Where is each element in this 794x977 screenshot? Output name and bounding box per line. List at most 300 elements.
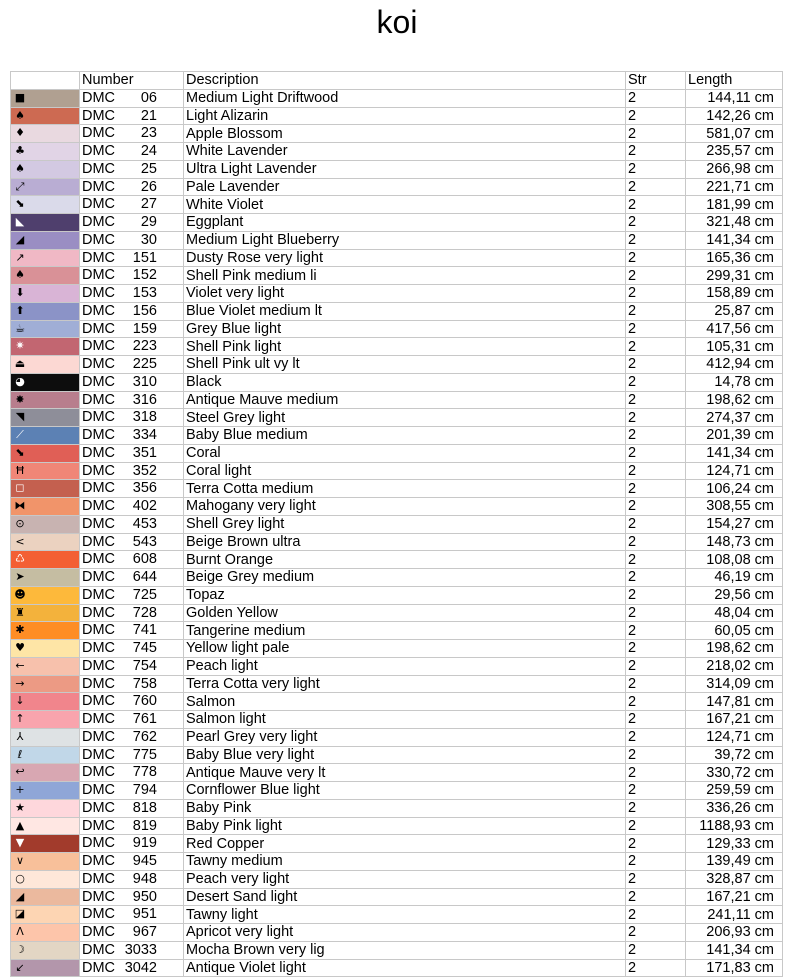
symbol-cell bbox=[11, 746, 80, 764]
table-row bbox=[11, 888, 783, 906]
symbol-cell bbox=[11, 551, 80, 569]
description-cell: Steel Grey light bbox=[184, 409, 626, 427]
description-cell: Grey Blue light bbox=[184, 320, 626, 338]
symbol-cell bbox=[11, 498, 80, 516]
thread-code: 334 bbox=[132, 427, 157, 443]
thread-brand: DMC bbox=[82, 657, 116, 674]
thread-code: 06 bbox=[140, 89, 157, 106]
symbol-cell bbox=[11, 693, 80, 711]
color-swatch bbox=[11, 427, 79, 444]
strands-cell: 2 bbox=[626, 427, 686, 445]
recycle-icon: ♺ bbox=[15, 552, 25, 566]
color-swatch bbox=[11, 125, 79, 142]
number-cell bbox=[80, 462, 184, 480]
color-swatch bbox=[11, 267, 79, 284]
number-cell bbox=[80, 444, 184, 462]
thread-brand: DMC bbox=[82, 782, 116, 798]
number-cell bbox=[80, 302, 184, 320]
thread-brand: DMC bbox=[82, 711, 116, 727]
arrows-icon: ⤢ bbox=[15, 179, 25, 193]
description-cell: Baby Pink bbox=[184, 799, 626, 817]
thread-code: 153 bbox=[132, 285, 157, 301]
symbol-cell bbox=[11, 870, 80, 888]
symbol-cell bbox=[11, 143, 80, 161]
length-cell: 336,26 cm bbox=[686, 799, 783, 817]
symbol-cell bbox=[11, 604, 80, 622]
dome-icon: ⏏ bbox=[14, 357, 26, 370]
strands-cell: 2 bbox=[626, 657, 686, 675]
table-row bbox=[11, 764, 783, 782]
number-cell bbox=[80, 640, 184, 658]
thread-brand: DMC bbox=[82, 835, 116, 852]
number-cell bbox=[80, 941, 184, 959]
thread-code: 26 bbox=[140, 178, 157, 195]
color-swatch bbox=[11, 392, 79, 409]
strands-cell: 2 bbox=[626, 817, 686, 835]
thread-code: 151 bbox=[132, 249, 157, 266]
table-row bbox=[11, 498, 783, 516]
table-row bbox=[11, 409, 783, 427]
length-cell: 308,55 cm bbox=[686, 498, 783, 516]
description-cell: Medium Light Driftwood bbox=[184, 89, 626, 107]
symbol-cell bbox=[11, 356, 80, 374]
number-cell bbox=[80, 782, 184, 800]
thread-code: 21 bbox=[140, 107, 157, 124]
table-row bbox=[11, 107, 783, 125]
symbol-cell bbox=[11, 444, 80, 462]
header-symbol bbox=[11, 72, 80, 90]
color-swatch bbox=[11, 161, 79, 178]
symbol-cell bbox=[11, 231, 80, 249]
color-swatch bbox=[11, 321, 79, 338]
color-swatch bbox=[11, 338, 79, 355]
number-cell bbox=[80, 160, 184, 178]
number-cell bbox=[80, 107, 184, 125]
symbol-cell bbox=[11, 569, 80, 587]
chevron-v-icon: ∨ bbox=[15, 854, 25, 867]
strands-cell: 2 bbox=[626, 338, 686, 356]
thread-brand: DMC bbox=[82, 764, 116, 781]
table-row bbox=[11, 214, 783, 232]
number-cell bbox=[80, 533, 184, 551]
color-swatch bbox=[11, 445, 79, 462]
thread-code: 159 bbox=[132, 320, 157, 337]
length-cell: 148,73 cm bbox=[686, 533, 783, 551]
description-cell: Medium Light Blueberry bbox=[184, 231, 626, 249]
half-square-icon: ◪ bbox=[14, 907, 26, 921]
description-cell: Burnt Orange bbox=[184, 551, 626, 569]
thread-code: 24 bbox=[140, 143, 157, 159]
arrow-right-icon: → bbox=[15, 676, 25, 690]
description-cell: Cornflower Blue light bbox=[184, 782, 626, 800]
strands-cell: 2 bbox=[626, 569, 686, 587]
length-cell: 154,27 cm bbox=[686, 515, 783, 533]
thread-code: 310 bbox=[132, 373, 157, 390]
description-cell: Coral light bbox=[184, 462, 626, 480]
arrow-down-thin-icon: ↓ bbox=[15, 694, 25, 708]
length-cell: 141,34 cm bbox=[686, 231, 783, 249]
symbol-cell bbox=[11, 196, 80, 214]
table-row bbox=[11, 462, 783, 480]
thread-brand: DMC bbox=[82, 693, 116, 710]
thread-code: 760 bbox=[132, 693, 157, 710]
symbol-cell bbox=[11, 675, 80, 693]
strands-cell: 2 bbox=[626, 160, 686, 178]
thread-code: 29 bbox=[140, 214, 157, 230]
number-cell bbox=[80, 764, 184, 782]
color-swatch bbox=[11, 729, 79, 746]
strands-cell: 2 bbox=[626, 89, 686, 107]
thread-code: 778 bbox=[132, 764, 157, 781]
length-cell: 321,48 cm bbox=[686, 214, 783, 232]
starburst-icon: ✷ bbox=[15, 339, 25, 353]
length-cell: 106,24 cm bbox=[686, 480, 783, 498]
thread-code: 775 bbox=[132, 746, 157, 763]
plus-icon: + bbox=[15, 783, 25, 796]
strands-cell: 2 bbox=[626, 586, 686, 604]
length-cell: 198,62 cm bbox=[686, 640, 783, 658]
color-swatch bbox=[11, 942, 79, 959]
strands-cell: 2 bbox=[626, 462, 686, 480]
description-cell: Baby Blue very light bbox=[184, 746, 626, 764]
description-cell: Apricot very light bbox=[184, 924, 626, 942]
description-cell: Light Alizarin bbox=[184, 107, 626, 125]
length-cell: 129,33 cm bbox=[686, 835, 783, 853]
description-cell: Desert Sand light bbox=[184, 888, 626, 906]
length-cell: 14,78 cm bbox=[686, 373, 783, 391]
length-cell: 29,56 cm bbox=[686, 586, 783, 604]
symbol-cell bbox=[11, 959, 80, 977]
length-cell: 39,72 cm bbox=[686, 746, 783, 764]
header-str: Str bbox=[626, 72, 686, 90]
table-row bbox=[11, 285, 783, 303]
strands-cell: 2 bbox=[626, 622, 686, 640]
strands-cell: 2 bbox=[626, 693, 686, 711]
number-cell bbox=[80, 604, 184, 622]
spade-icon: ♠ bbox=[15, 108, 25, 122]
table-row bbox=[11, 711, 783, 729]
number-cell bbox=[80, 285, 184, 303]
number-cell bbox=[80, 373, 184, 391]
length-cell: 105,31 cm bbox=[686, 338, 783, 356]
hollow-square-icon: ◻ bbox=[15, 481, 25, 495]
heart-icon: ♥ bbox=[15, 641, 25, 654]
strands-cell: 2 bbox=[626, 675, 686, 693]
description-cell: Shell Pink medium li bbox=[184, 267, 626, 285]
thread-code: 453 bbox=[132, 515, 157, 532]
thread-brand: DMC bbox=[82, 959, 116, 976]
length-cell: 198,62 cm bbox=[686, 391, 783, 409]
symbol-cell bbox=[11, 728, 80, 746]
symbol-cell bbox=[11, 320, 80, 338]
symbol-cell bbox=[11, 427, 80, 445]
h-bar-icon: Ħ bbox=[14, 463, 26, 477]
thread-brand: DMC bbox=[82, 267, 116, 284]
length-cell: 201,39 cm bbox=[686, 427, 783, 445]
strands-cell: 2 bbox=[626, 267, 686, 285]
table-row bbox=[11, 746, 783, 764]
symbol-cell bbox=[11, 533, 80, 551]
thread-code: 754 bbox=[132, 657, 157, 674]
number-cell bbox=[80, 214, 184, 232]
description-cell: Baby Pink light bbox=[184, 817, 626, 835]
description-cell: Topaz bbox=[184, 586, 626, 604]
castle-icon: ♜ bbox=[15, 605, 25, 619]
length-cell: 147,81 cm bbox=[686, 693, 783, 711]
table-row bbox=[11, 196, 783, 214]
thread-brand: DMC bbox=[82, 622, 116, 639]
table-row bbox=[11, 338, 783, 356]
symbol-cell bbox=[11, 373, 80, 391]
number-cell bbox=[80, 728, 184, 746]
strands-cell: 2 bbox=[626, 533, 686, 551]
strands-cell: 2 bbox=[626, 302, 686, 320]
strands-cell: 2 bbox=[626, 214, 686, 232]
thread-code: 758 bbox=[132, 675, 157, 692]
thread-code: 761 bbox=[132, 711, 157, 727]
table-row bbox=[11, 870, 783, 888]
mug-icon: ☕ bbox=[15, 321, 25, 335]
symbol-cell bbox=[11, 640, 80, 658]
symbol-cell bbox=[11, 835, 80, 853]
symbol-cell bbox=[11, 267, 80, 285]
table-row bbox=[11, 320, 783, 338]
color-swatch bbox=[11, 960, 79, 977]
table-row bbox=[11, 817, 783, 835]
length-cell: 108,08 cm bbox=[686, 551, 783, 569]
number-cell bbox=[80, 622, 184, 640]
description-cell: Salmon bbox=[184, 693, 626, 711]
crescent-icon: ☽ bbox=[15, 942, 25, 956]
length-cell: 235,57 cm bbox=[686, 143, 783, 161]
color-swatch bbox=[11, 676, 79, 693]
table-row bbox=[11, 143, 783, 161]
strands-cell: 2 bbox=[626, 373, 686, 391]
strands-cell: 2 bbox=[626, 711, 686, 729]
thread-code: 728 bbox=[132, 604, 157, 621]
symbol-cell bbox=[11, 338, 80, 356]
strands-cell: 2 bbox=[626, 285, 686, 303]
description-cell: Apple Blossom bbox=[184, 125, 626, 143]
strands-cell: 2 bbox=[626, 728, 686, 746]
arrowhead-icon: ➤ bbox=[15, 570, 25, 583]
length-cell: 581,07 cm bbox=[686, 125, 783, 143]
thread-code: 794 bbox=[132, 782, 157, 798]
color-swatch bbox=[11, 232, 79, 249]
strands-cell: 2 bbox=[626, 764, 686, 782]
description-cell: Baby Blue medium bbox=[184, 427, 626, 445]
symbol-cell bbox=[11, 480, 80, 498]
number-cell bbox=[80, 835, 184, 853]
description-cell: Eggplant bbox=[184, 214, 626, 232]
thread-code: 316 bbox=[132, 391, 157, 408]
strands-cell: 2 bbox=[626, 870, 686, 888]
number-cell bbox=[80, 178, 184, 196]
arrow-up-thin-icon: ↑ bbox=[15, 712, 25, 725]
symbol-cell bbox=[11, 107, 80, 125]
length-cell: 412,94 cm bbox=[686, 356, 783, 374]
table-row bbox=[11, 657, 783, 675]
description-cell: Pale Lavender bbox=[184, 178, 626, 196]
strands-cell: 2 bbox=[626, 320, 686, 338]
number-cell bbox=[80, 657, 184, 675]
length-cell: 328,87 cm bbox=[686, 870, 783, 888]
thread-brand: DMC bbox=[82, 870, 116, 887]
fan-icon: ◢ bbox=[15, 889, 25, 903]
color-swatch bbox=[11, 906, 79, 923]
thread-brand: DMC bbox=[82, 604, 116, 621]
color-swatch bbox=[11, 303, 79, 320]
table-header-row bbox=[11, 72, 783, 90]
length-cell: 25,87 cm bbox=[686, 302, 783, 320]
color-swatch bbox=[11, 214, 79, 231]
table-row bbox=[11, 622, 783, 640]
table-row bbox=[11, 551, 783, 569]
description-cell: Shell Grey light bbox=[184, 515, 626, 533]
symbol-cell bbox=[11, 125, 80, 143]
description-cell: White Violet bbox=[184, 196, 626, 214]
number-cell bbox=[80, 924, 184, 942]
strands-cell: 2 bbox=[626, 746, 686, 764]
asterisk-icon: ✱ bbox=[15, 623, 25, 637]
number-cell bbox=[80, 143, 184, 161]
table-row bbox=[11, 267, 783, 285]
strands-cell: 2 bbox=[626, 941, 686, 959]
thread-brand: DMC bbox=[82, 125, 116, 142]
thread-code: 351 bbox=[132, 444, 157, 461]
table-row bbox=[11, 835, 783, 853]
thread-brand: DMC bbox=[82, 515, 116, 532]
color-swatch bbox=[11, 90, 79, 107]
strands-cell: 2 bbox=[626, 480, 686, 498]
color-swatch bbox=[11, 924, 79, 941]
symbol-cell bbox=[11, 249, 80, 267]
thread-brand: DMC bbox=[82, 906, 116, 923]
thread-brand: DMC bbox=[82, 285, 116, 301]
number-cell bbox=[80, 267, 184, 285]
table-row bbox=[11, 391, 783, 409]
thread-brand: DMC bbox=[82, 214, 116, 230]
y-fork-icon: ⅄ bbox=[16, 729, 24, 743]
thread-brand: DMC bbox=[82, 924, 116, 940]
color-swatch bbox=[11, 534, 79, 551]
description-cell: Yellow light pale bbox=[184, 640, 626, 658]
table-row bbox=[11, 515, 783, 533]
thread-code: 318 bbox=[132, 409, 157, 426]
color-swatch bbox=[11, 889, 79, 906]
symbol-cell bbox=[11, 409, 80, 427]
description-cell: Tawny medium bbox=[184, 853, 626, 871]
spade-icon: ♠ bbox=[15, 161, 25, 175]
symbol-cell bbox=[11, 941, 80, 959]
thread-code: 951 bbox=[132, 906, 157, 923]
arrow-up-icon: ⬆ bbox=[15, 303, 25, 317]
symbol-cell bbox=[11, 391, 80, 409]
strands-cell: 2 bbox=[626, 888, 686, 906]
number-cell bbox=[80, 338, 184, 356]
thread-code: 967 bbox=[132, 924, 157, 940]
color-swatch bbox=[11, 250, 79, 267]
description-cell: Violet very light bbox=[184, 285, 626, 303]
description-cell: Golden Yellow bbox=[184, 604, 626, 622]
table-row bbox=[11, 924, 783, 942]
length-cell: 141,34 cm bbox=[686, 941, 783, 959]
thread-code: 741 bbox=[132, 622, 157, 639]
symbol-cell bbox=[11, 924, 80, 942]
number-cell bbox=[80, 870, 184, 888]
length-cell: 139,49 cm bbox=[686, 853, 783, 871]
table-row bbox=[11, 160, 783, 178]
number-cell bbox=[80, 196, 184, 214]
symbol-cell bbox=[11, 285, 80, 303]
color-swatch bbox=[11, 658, 79, 675]
thread-brand: DMC bbox=[82, 888, 116, 905]
triangle-corner-icon: ◣ bbox=[15, 215, 25, 228]
thread-brand: DMC bbox=[82, 107, 116, 124]
length-cell: 241,11 cm bbox=[686, 906, 783, 924]
length-cell: 48,04 cm bbox=[686, 604, 783, 622]
thread-code: 23 bbox=[140, 125, 157, 142]
number-cell bbox=[80, 498, 184, 516]
description-cell: Terra Cotta medium bbox=[184, 480, 626, 498]
number-cell bbox=[80, 906, 184, 924]
color-swatch bbox=[11, 871, 79, 888]
color-swatch bbox=[11, 640, 79, 657]
thread-code: 818 bbox=[132, 799, 157, 816]
description-cell: Beige Grey medium bbox=[184, 569, 626, 587]
number-cell bbox=[80, 569, 184, 587]
less-than-icon: < bbox=[15, 534, 25, 548]
strands-cell: 2 bbox=[626, 125, 686, 143]
symbol-cell bbox=[11, 586, 80, 604]
number-cell bbox=[80, 817, 184, 835]
number-cell bbox=[80, 480, 184, 498]
length-cell: 141,34 cm bbox=[686, 444, 783, 462]
thread-brand: DMC bbox=[82, 178, 116, 195]
strands-cell: 2 bbox=[626, 924, 686, 942]
triangle-top-right-icon: ◥ bbox=[15, 410, 25, 424]
lambda-icon: Λ bbox=[16, 925, 24, 938]
thread-code: 725 bbox=[132, 586, 157, 603]
symbol-cell bbox=[11, 515, 80, 533]
thread-code: 352 bbox=[132, 462, 157, 479]
thread-code: 819 bbox=[132, 817, 157, 834]
color-swatch bbox=[11, 622, 79, 639]
club-icon: ♣ bbox=[15, 144, 25, 157]
table-row bbox=[11, 586, 783, 604]
bowtie-icon: ⧓ bbox=[14, 499, 26, 512]
symbol-cell bbox=[11, 711, 80, 729]
thread-brand: DMC bbox=[82, 409, 116, 426]
description-cell: Pearl Grey very light bbox=[184, 728, 626, 746]
table-row bbox=[11, 693, 783, 711]
strands-cell: 2 bbox=[626, 551, 686, 569]
triangle-corner-right-icon: ◢ bbox=[15, 232, 25, 246]
symbol-cell bbox=[11, 622, 80, 640]
table-row bbox=[11, 249, 783, 267]
stairs-icon: ⟋ bbox=[16, 428, 24, 441]
color-swatch bbox=[11, 835, 79, 852]
length-cell: 221,71 cm bbox=[686, 178, 783, 196]
strands-cell: 2 bbox=[626, 640, 686, 658]
thread-brand: DMC bbox=[82, 143, 116, 159]
length-cell: 171,83 cm bbox=[686, 959, 783, 977]
thread-table bbox=[10, 71, 783, 977]
strands-cell: 2 bbox=[626, 231, 686, 249]
description-cell: Blue Violet medium lt bbox=[184, 302, 626, 320]
number-cell bbox=[80, 409, 184, 427]
color-swatch bbox=[11, 409, 79, 426]
